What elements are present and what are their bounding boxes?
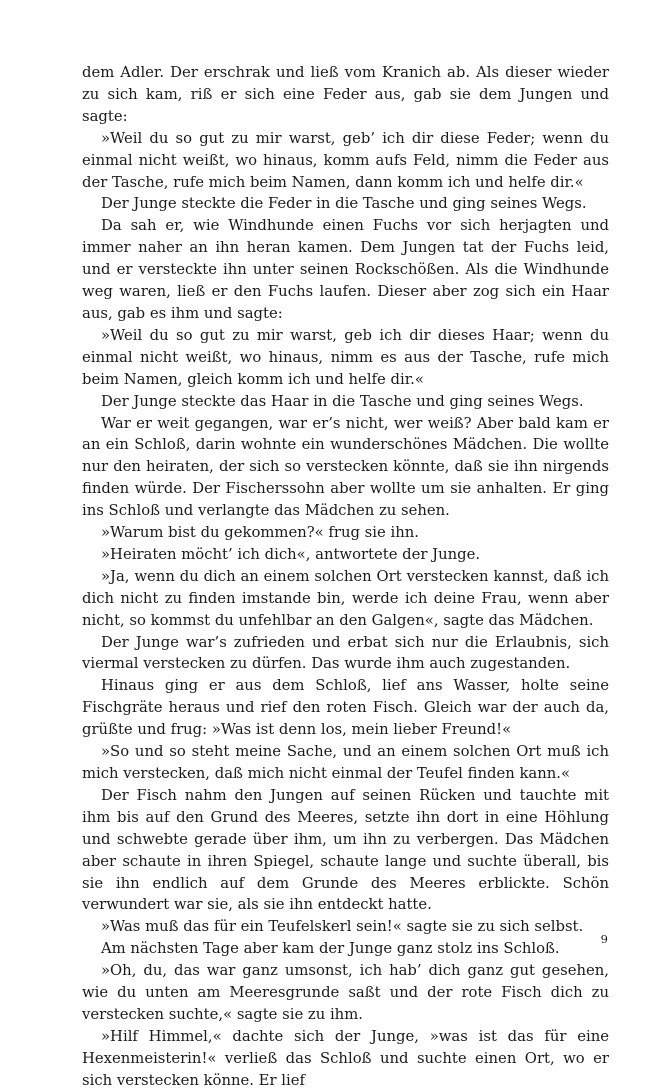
paragraph-10: »Ja, wenn du dich an einem solchen Ort verstecken kannst, daß ich dich nicht zu finden imstande bin, werde ich deine Frau, wenn aber nicht, so kommst du unfehlbar an den Galgen«, sagte das Mädchen. — [82, 567, 609, 629]
paragraph-4: Da sah er, wie Windhunde einen Fuchs vor sich herjagten und immer naher an ihn heran kamen. Dem Jungen tat der Fuchs leid, und er versteckte ihn unter seinen Rockschößen. Als die Windhunde weg waren, ließ er den Fuchs laufen. Dieser aber zog sich ein Haar aus, gab es ihm und sagte: — [82, 217, 609, 322]
paragraph-15: »Was muß das für ein Teufelskerl sein!« sagte sie zu sich selbst. — [101, 918, 584, 936]
book-page-text — [82, 62, 609, 1092]
paragraph-16: Am nächsten Tage aber kam der Junge ganz stolz ins Schloß. — [101, 940, 560, 958]
paragraph-13: »So und so steht meine Sache, und an einem solchen Ort muß ich mich verstecken, daß mich nicht einmal der Teufel finden kann.« — [82, 743, 609, 782]
paragraph-7: War er weit gegangen, war er’s nicht, wer weiß? Aber bald kam er an ein Schloß, darin wohnte ein wunderschönes Mädchen. Die wollte nur den heiraten, der sich so verstecken könnte, daß sie ihn nirgends finden würde. Der Fischerssohn aber wollte um sie anhalten. Er ging ins Schloß und verlangte das Mädchen zu sehen. — [82, 414, 609, 520]
paragraph-5: »Weil du so gut zu mir warst, geb ich dir dieses Haar; wenn du einmal nicht weißt, wo hinaus, nimm es aus der Tasche, rufe mich beim Namen, gleich komm ich und helfe dir.« — [82, 326, 609, 388]
paragraph-14: Der Fisch nahm den Jungen auf seinen Rücken und tauchte mit ihm bis auf den Grund des Meeres, setzte ihn dort in eine Höhlung und schwebte gerade über ihm, um ihn zu verbergen. Das Mädchen aber schaute in ihren Spiegel, schaute lange und suchte überall, bis sie ihn endlich auf dem Grunde des Meeres erblickte. Schön verwundert war sie, als sie ihn entdeckt hatte. — [82, 786, 609, 914]
paragraph-3: Der Junge steckte die Feder in die Tasche und ging seines Wegs. — [101, 195, 587, 213]
paragraph-6: Der Junge steckte das Haar in die Tasche und ging seines Wegs. — [101, 392, 584, 410]
paragraph-12: Hinaus ging er aus dem Schloß, lief ans Wasser, holte seine Fischgräte heraus und rief den roten Fisch. Gleich war der auch da, grüßte und frug: »Was ist denn los, mein lieber Freund!« — [82, 677, 609, 739]
paragraph-9: »Heiraten möcht’ ich dich«, antwortete der Junge. — [101, 545, 481, 563]
paragraph-18: »Hilf Himmel,« dachte sich der Junge, »was ist das für eine Hexenmeisterin!« verließ das Schloß und suchte einen Ort, wo er sich verstecken könne. Er lief — [82, 1027, 609, 1089]
paragraph-11: Der Junge war’s zufrieden und erbat sich nur die Erlaubnis, sich viermal verstecken zu dürfen. Das wurde ihm auch zugestanden. — [82, 633, 609, 673]
paragraph-2: »Weil du so gut zu mir warst, geb’ ich dir diese Feder; wenn du einmal nicht weißt, wo hinaus, komm aufs Feld, nimm die Feder aus der Tasche, rufe mich beim Namen, dann komm ich und helfe dir.« — [82, 129, 609, 191]
paragraph-17: »Oh, du, das war ganz umsonst, ich hab’ dich ganz gut gesehen, wie du unten am Meeresgrunde saßt und der rote Fisch dich zu verstecken suchte,« sagte sie zu ihm. — [82, 962, 609, 1023]
paragraph-8: »Warum bist du gekommen?« frug sie ihn. — [101, 524, 419, 542]
page-number: 9 — [600, 932, 608, 946]
paragraph-1: dem Adler. Der erschrak und ließ vom Kranich ab. Als dieser wieder zu sich kam, riß er sich eine Feder aus, gab sie dem Jungen und sagte: — [82, 64, 609, 125]
